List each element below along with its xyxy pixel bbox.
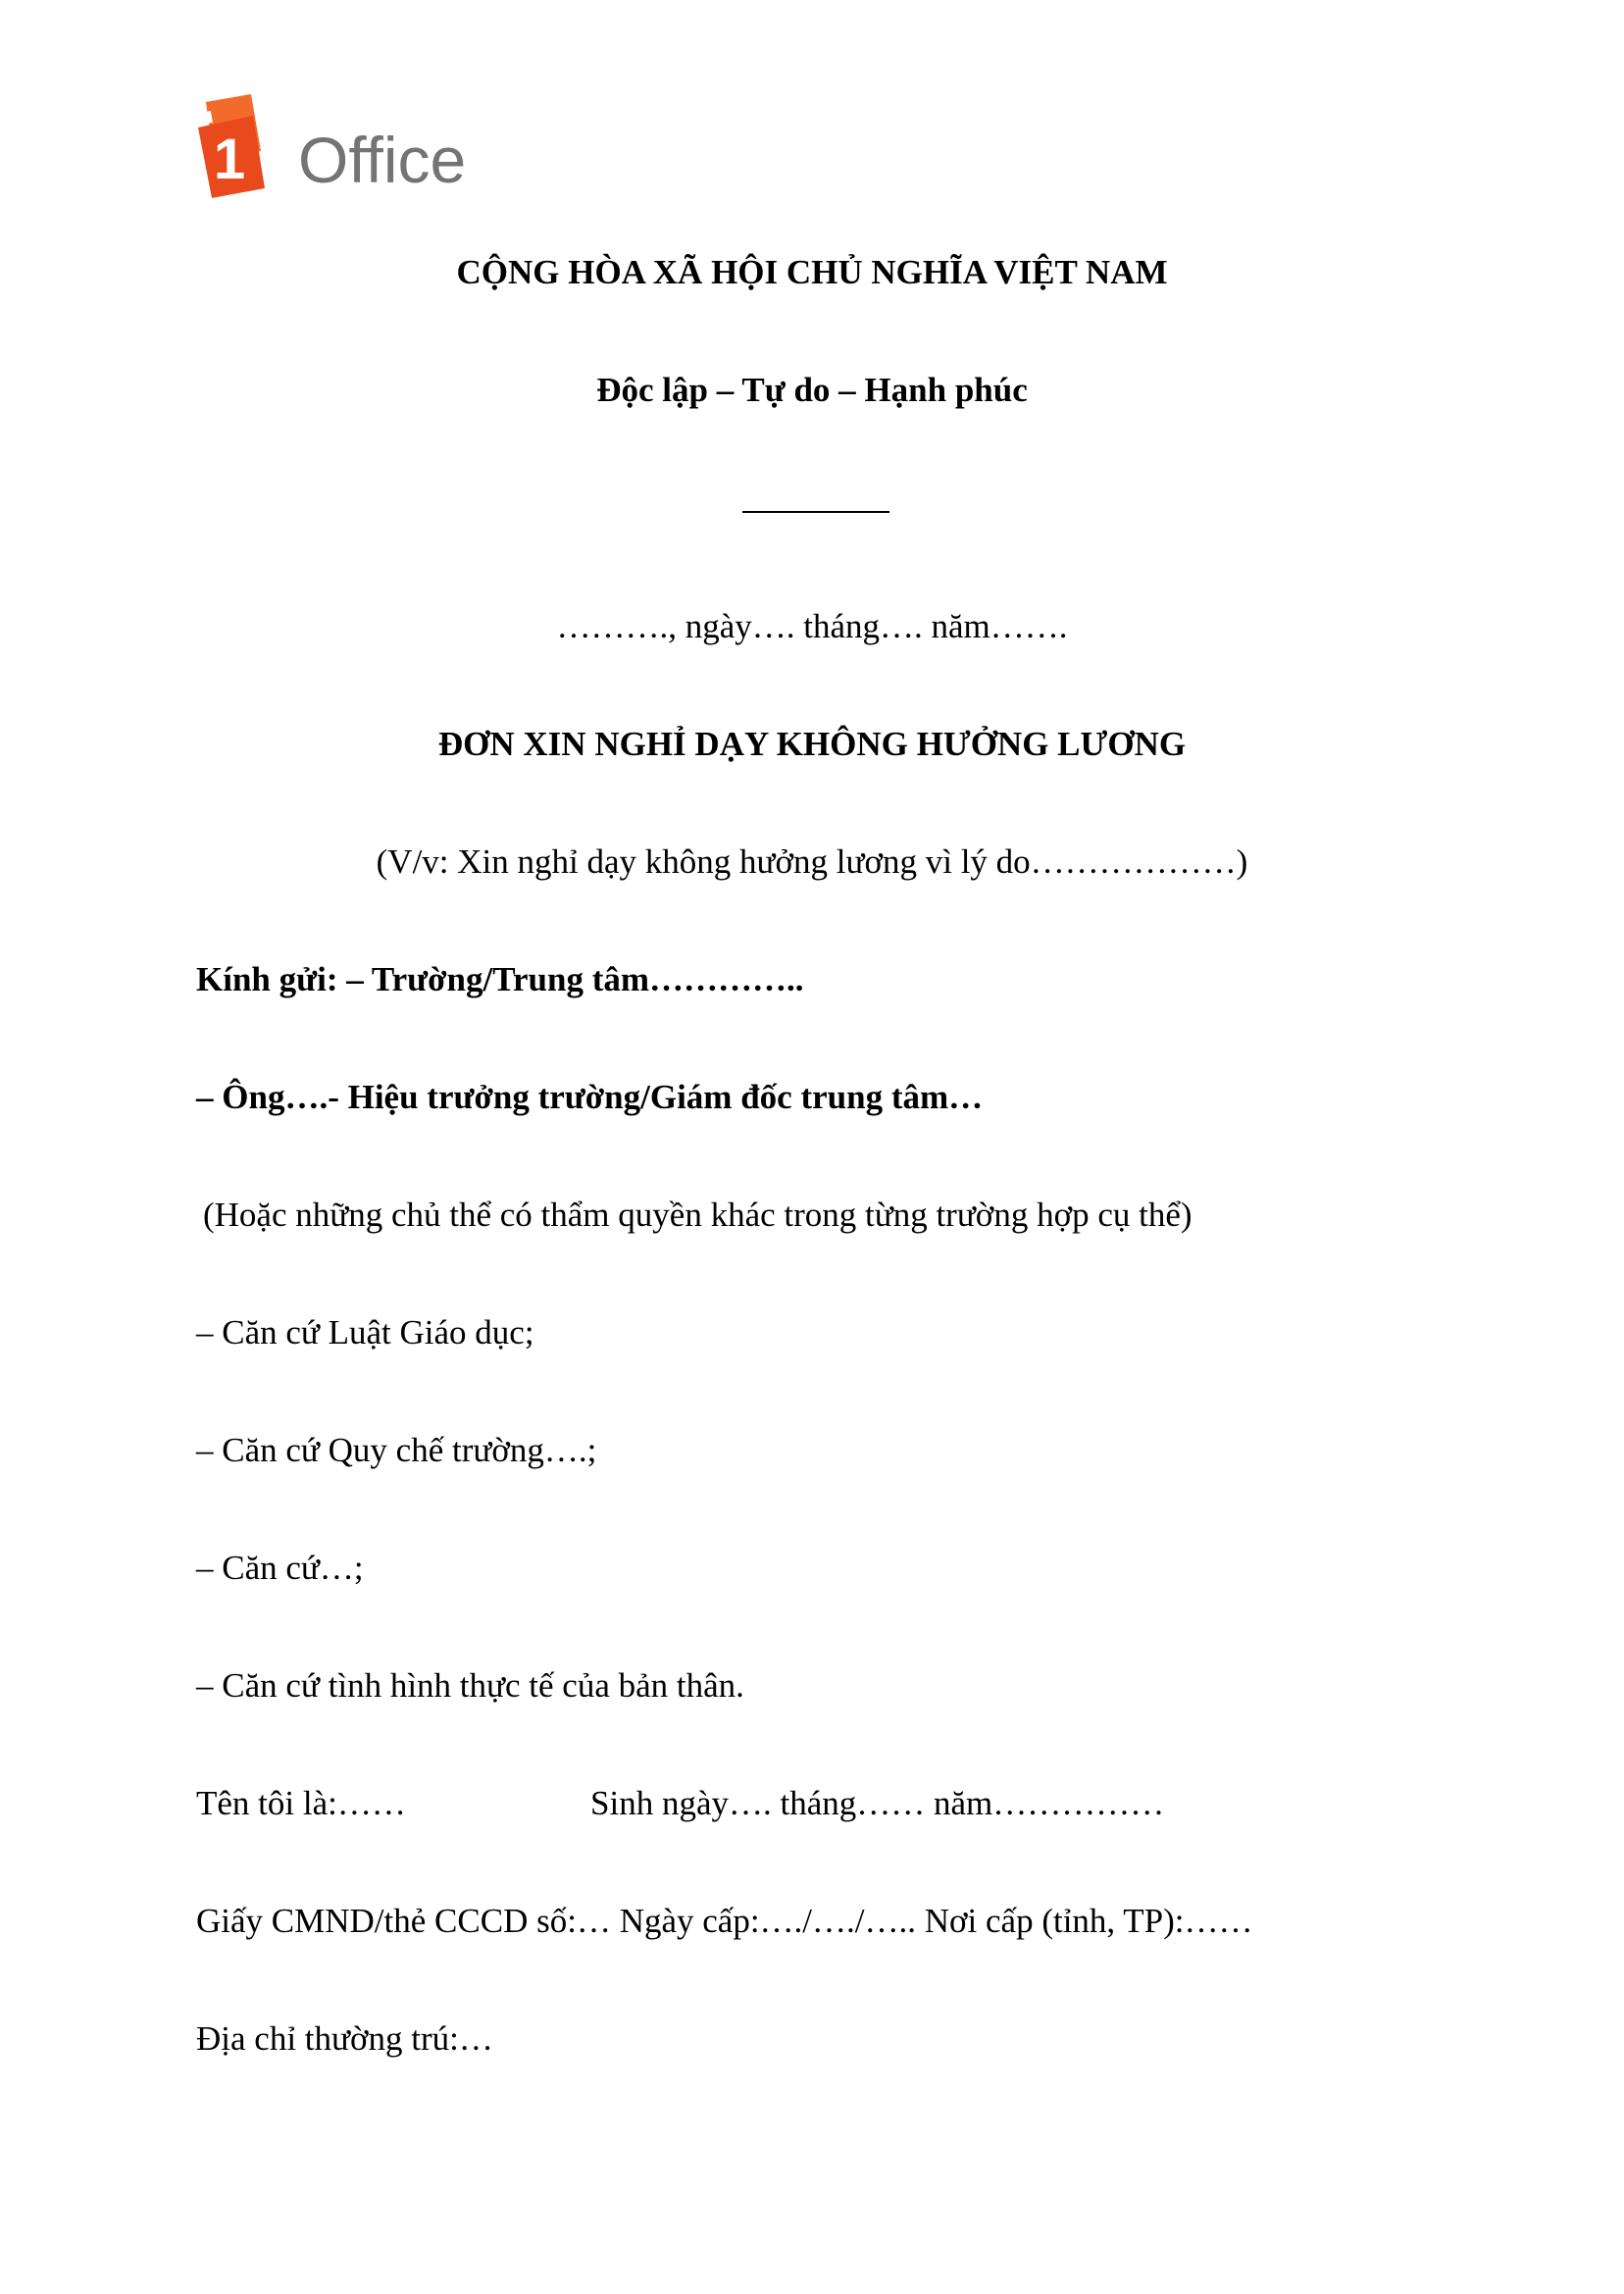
recipient-line-2: – Ông….- Hiệu trưởng trường/Giám đốc trung tâm… (196, 1078, 984, 1116)
basis-item: – Căn cứ Quy chế trường….; (196, 1431, 597, 1469)
basis-item: – Căn cứ…; (196, 1549, 364, 1587)
document-subject: (V/v: Xin nghỉ dạy không hưởng lương vì lý do………………) (376, 842, 1248, 881)
heading-divider (742, 511, 889, 513)
motto-heading: Độc lập – Tự do – Hạnh phúc (596, 371, 1028, 409)
document-title: ĐƠN XIN NGHỈ DẠY KHÔNG HƯỞNG LƯƠNG (437, 725, 1187, 763)
office-logo (196, 94, 510, 202)
logo-wordmark: Office (298, 124, 467, 196)
name-field: Tên tôi là:…… (196, 1784, 406, 1822)
birth-date-field: Sinh ngày…. tháng…… năm…………… (590, 1784, 1165, 1822)
date-line: ………., ngày…. tháng…. năm……. (556, 607, 1068, 645)
basis-item: – Căn cứ Luật Giáo dục; (196, 1313, 534, 1351)
recipient-line-1: Kính gửi: – Trường/Trung tâm………….. (196, 960, 804, 998)
logo-glyph: 1 (213, 127, 246, 191)
id-card-field: Giấy CMND/thẻ CCCD số:… Ngày cấp:…./…./….. Nơi cấp (tỉnh, TP):…… (196, 1902, 1253, 1940)
basis-item: – Căn cứ tình hình thực tế của bản thân. (196, 1666, 744, 1705)
office-logo-icon (196, 94, 510, 202)
logo-white-dot (199, 111, 213, 125)
country-heading: CỘNG HÒA XÃ HỘI CHỦ NGHĨA VIỆT NAM (456, 253, 1168, 291)
recipient-note: (Hoặc những chủ thể có thẩm quyền khác trong từng trường hợp cụ thể) (203, 1196, 1193, 1234)
address-field: Địa chỉ thường trú:… (196, 2019, 493, 2058)
